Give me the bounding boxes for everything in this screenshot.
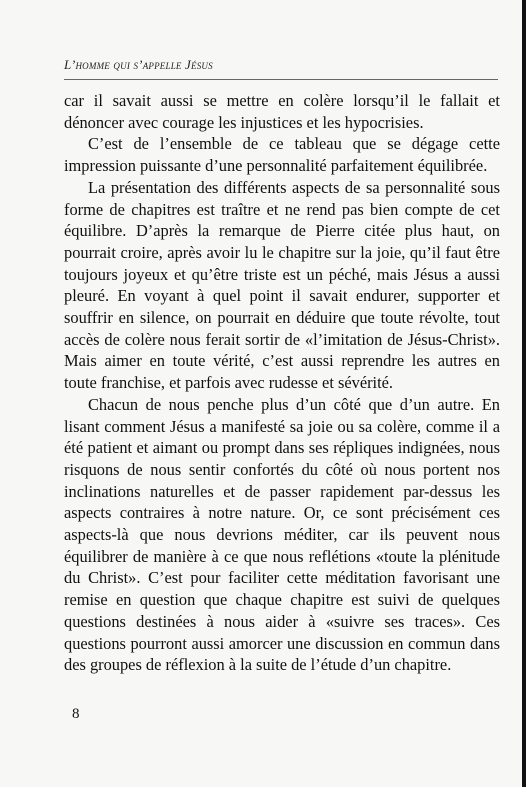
- paragraph-3: La présentation des différents aspects de sa personnalité sous forme de chapitres est traître et ne rend pas bien compte de cet équilibre. D’après la remarque de Pierre citée plus haut, on pourrait croire, après avoir lu le chapitre sur la joie, qu’il faut être toujours joyeux et qu’être triste est un péché, mais Jésus a aussi pleuré. En voyant à quel point il savait endurer, supporter et souffrir en silence, on pourrait en déduire que toute révolte, tout accès de colère nous ferait sortir de «l’imitation de Jésus-Christ». Mais aimer en toute vérité, c’est aussi reprendre les autres en toute franchise, et parfois avec rudesse et sévérité.: [64, 177, 500, 393]
- page-edge-shadow: [522, 0, 526, 787]
- paragraph-4: Chacun de nous penche plus d’un côté que d’un autre. En lisant comment Jésus a manifesté sa joie ou sa colère, comme il a été patient et aimant ou prompt dans ses répliques indignées, nous risquons de nous sentir confortés du côté où nous portent nos inclinations naturelles et de passer rapidement par-dessus les aspects contraires à notre nature. Or, ce sont précisément ces aspects-là que nous devrions méditer, car ils peuvent nous équilibrer de manière à ce que nous reflétions «toute la plénitude du Christ». C’est pour faciliter cette méditation favorisant une remise en question que chaque chapitre est suivi de quelques questions destinées à nous aider à «suivre ses traces». Ces questions pourront aussi amorcer une discussion en commun dans des groupes de réflexion à la suite de l’étude d’un chapitre.: [64, 394, 500, 675]
- paragraph-1: car il savait aussi se mettre en colère lorsqu’il le fallait et dénoncer avec courage les injustices et les hypocrisies.: [64, 91, 500, 132]
- paragraph-2: C’est de l’ensemble de ce tableau que se dégage cette impression puissante d’une personnalité parfaitement équilibrée.: [64, 134, 500, 176]
- running-head: L’homme qui s’appelle Jésus: [64, 57, 213, 72]
- page-number: 8: [72, 706, 80, 722]
- header-rule: [64, 79, 498, 80]
- body-text: [64, 90, 500, 676]
